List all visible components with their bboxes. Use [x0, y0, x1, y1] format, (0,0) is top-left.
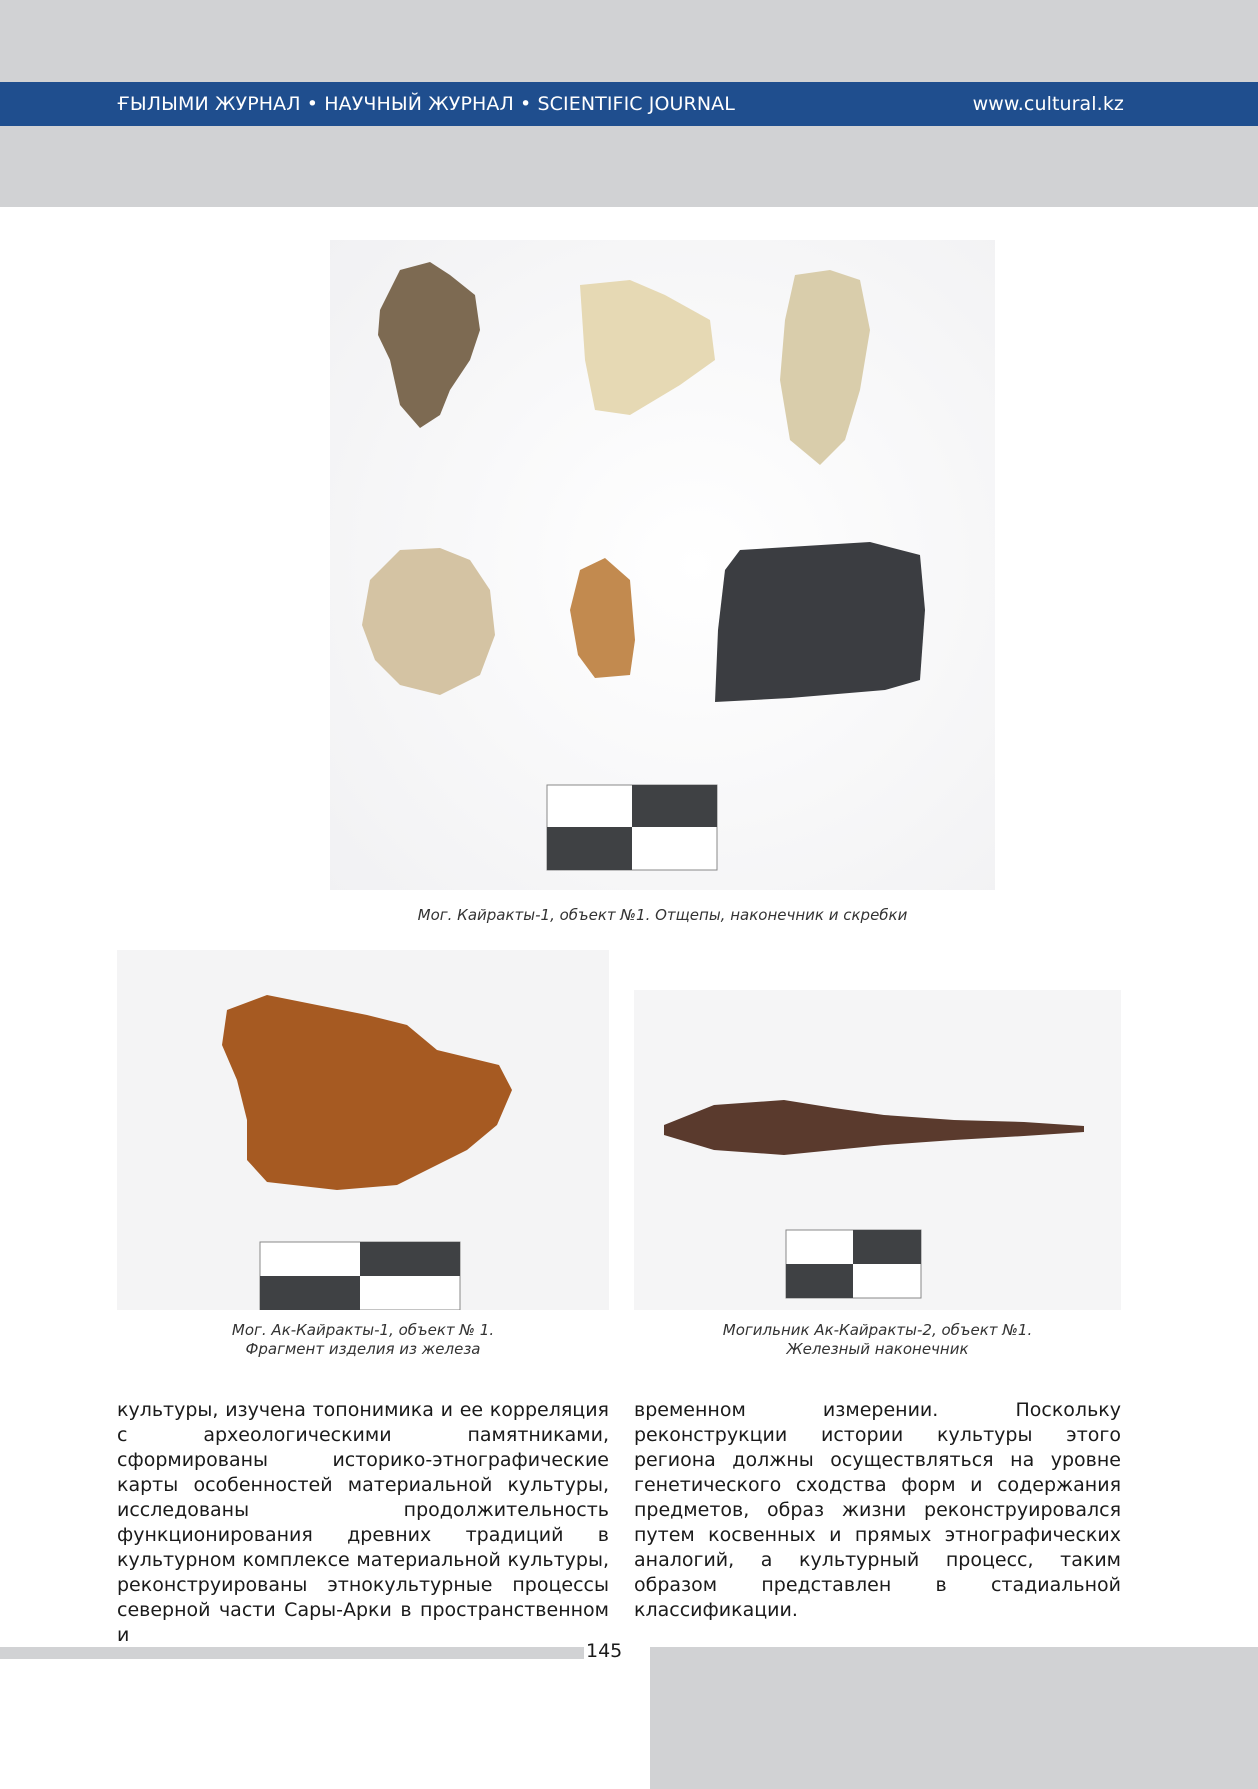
top-figure-caption: Мог. Кайракты-1, объект №1. Отщепы, наконечник и скребки	[417, 906, 908, 924]
scale-bar	[786, 1230, 921, 1298]
scale-bar	[260, 1242, 460, 1310]
bottom-left-caption-line2: Фрагмент изделия из железа	[245, 1340, 481, 1358]
stone-artifacts-image	[330, 240, 995, 890]
footer-block	[650, 1647, 1258, 1789]
stone-artifacts-photo	[330, 240, 995, 890]
iron-arrowhead-image	[634, 990, 1121, 1310]
iron-fragment-photo	[117, 950, 609, 1310]
website-link[interactable]: www.cultural.kz	[972, 93, 1124, 115]
bottom-right-caption-line1: Могильник Ак-Кайракты-2, объект №1.	[722, 1321, 1033, 1339]
body-text-right: временном измерении. Поскольку реконструкции истории культуры этого региона должны осуществляться на уровне генетического сходства форм и содержания предметов, образ жизни реконструировался путем косвенных и прямых этнографических аналогий, а культурный процесс, таким образом представлен в стадиальной классификации.	[634, 1399, 1121, 1621]
bottom-left-caption	[117, 1321, 609, 1359]
bottom-left-caption-line1: Мог. Ак-Кайракты-1, объект № 1.	[231, 1321, 495, 1339]
body-text-left: культуры, изучена топонимика и ее корреляция с археологическими памятниками, сформированы историко-этнографические карты особенностей материальной культуры, исследованы продолжительность функционирования древних традиций в культурном комплексе материальной культуры, реконструированы этнокультурные процессы северной части Сары-Арки в пространственном и	[117, 1399, 609, 1646]
journal-title: ҒЫЛЫМИ ЖУРНАЛ • НАУЧНЫЙ ЖУРНАЛ • SCIENTIFIC JOURNAL	[117, 93, 735, 115]
iron-arrowhead-photo	[634, 990, 1121, 1310]
scale-bar	[547, 785, 717, 870]
bottom-right-caption	[634, 1321, 1121, 1359]
footer-rule	[0, 1647, 584, 1659]
page-number: 145	[586, 1640, 623, 1662]
journal-header	[0, 82, 1258, 126]
iron-fragment-image	[117, 950, 609, 1310]
bottom-right-caption-line2: Железный наконечник	[786, 1340, 969, 1358]
dark-scraper	[715, 542, 925, 702]
